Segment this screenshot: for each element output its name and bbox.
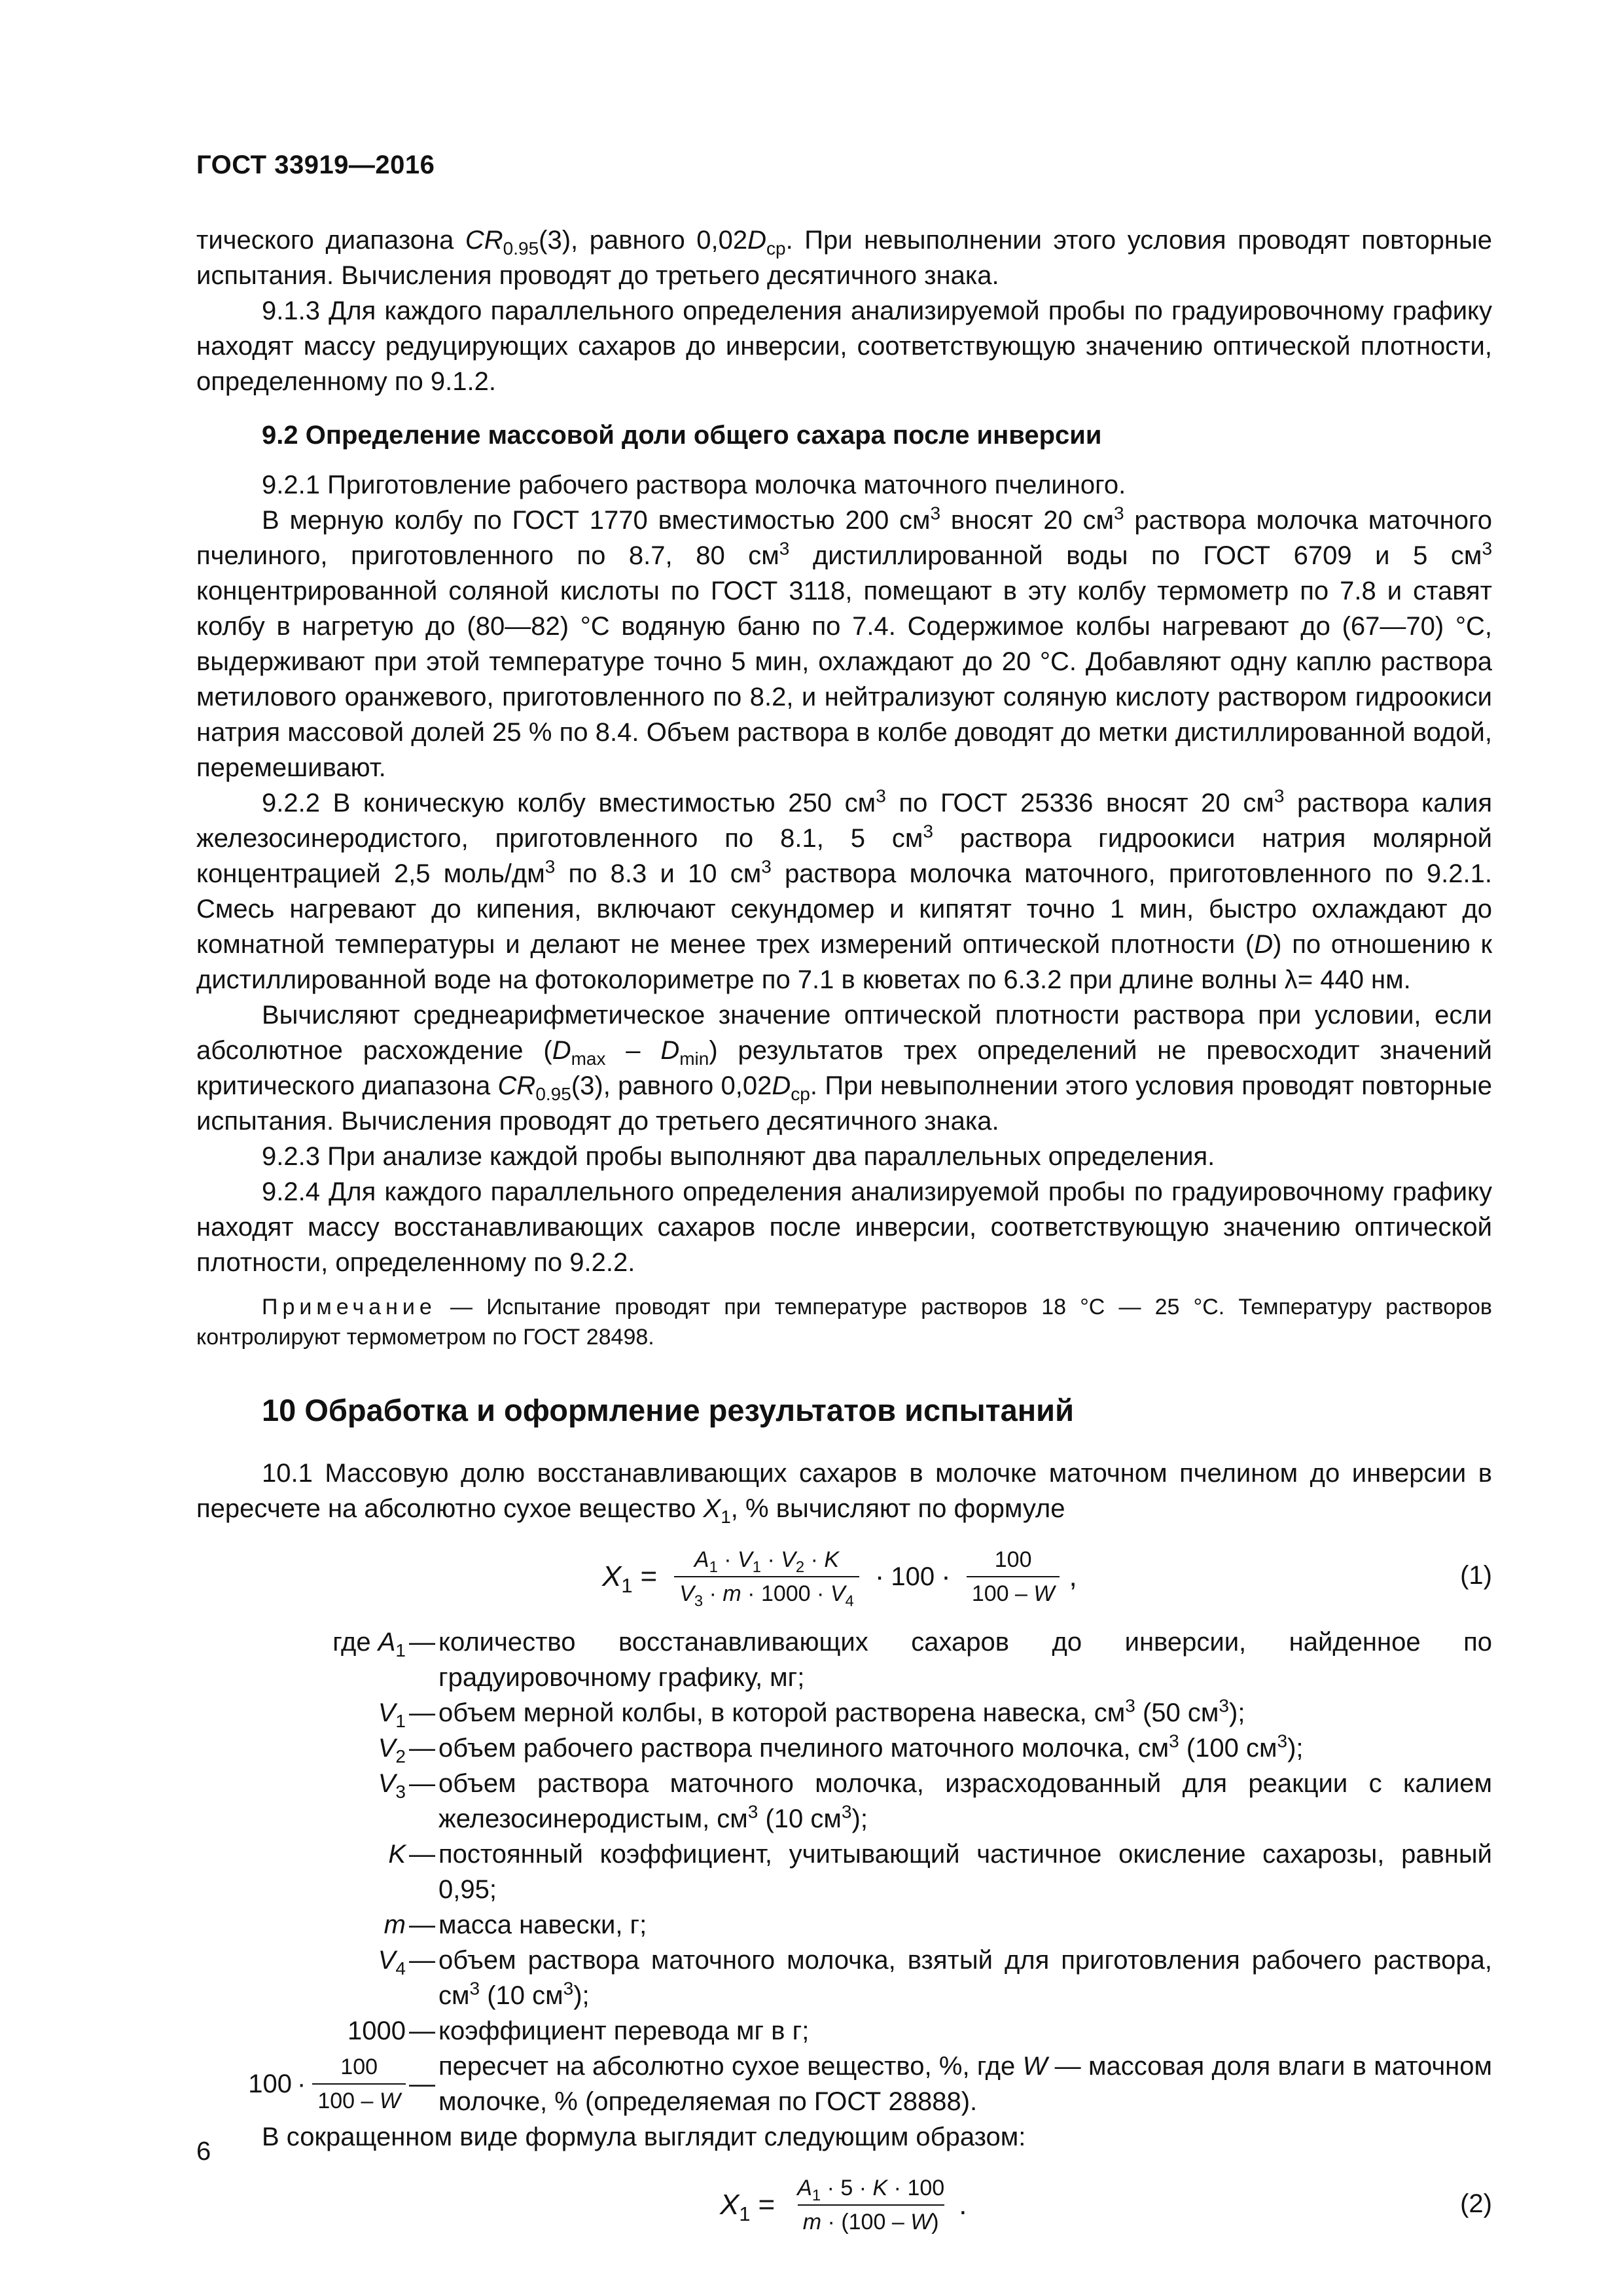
formula-1: $X_1$ = $\frac{A_1 \cdot V_1 \cdot V_2 \cdot K}{V_3 \cdot m \cdot 1000 \cdot V_4}$ · 100 · $\frac{100}{100 - W}$ , (1) [602, 1547, 1492, 1610]
section-heading-10: 10 Обработка и оформление результатов испытаний [262, 1393, 1074, 1427]
equation-number-2: (2) [1460, 2189, 1492, 2218]
section-heading-9-2: 9.2 Определение массовой доли общего сахара после инверсии [262, 421, 1102, 450]
definition-dry-factor: 100 · $\frac{100}{100 - W}$ — пересчет на абсолютно сухое вещество, %, где W — массовая доля влаги в маточном молочке, % (определяемая по ГОСТ 28888). [248, 2052, 1492, 2116]
standard-code-header: ГОСТ 33919—2016 [196, 151, 435, 179]
paragraph-9-2-3: 9.2.3 При анализе каждой пробы выполняют два параллельных определения. [262, 1142, 1215, 1171]
definition-m: m — масса навески, г; [383, 1910, 647, 1939]
paragraph-continuation: тического диапазона $CR_{0.95}(3)$, равного $0,02D_{ср}$. При невыполнении этого условия проводят повторные испытания. Вычисления проводят до третьего десятичного знака. [196, 226, 1493, 290]
paragraph-10-1: 10.1 Массовую долю восстанавливающих сахаров в молочке маточном пчелином до инверсии в пересчете на абсолютно сухое вещество $X_1$, % вычисляют по формуле [196, 1459, 1492, 1527]
paragraph-9-1-3: 9.1.3 Для каждого параллельного определения анализируемой пробы по градуировочному графику находят массу редуцирующих сахаров до инверсии, соответствующую значению оптической плотности, определенному по 9.1.2. [196, 296, 1492, 396]
page-number: 6 [196, 2137, 211, 2166]
note: Примечание — Испытание проводят при температуре растворов 18 °С — 25 °С. Температуру растворов контролируют термометром по ГОСТ 28498. [196, 1295, 1492, 1350]
definition-1000: 1000 — коэффициент перевода мг в г; [348, 2017, 810, 2045]
definition-V1: $V_1$ — объем мерной колбы, в которой растворена навеска, $см^3$ (50 $см^3$); [378, 1695, 1245, 1731]
definition-V2: $V_2$ — объем рабочего раствора пчелиного маточного молочка, $см^3$ (100 $см^3$); [378, 1731, 1304, 1767]
paragraph-9-2-2: 9.2.2 В коническую колбу вместимостью 250 $см^3$ по ГОСТ 25336 вносят 20 $см^3$ раствора калия железосинеродистого, приготовленного по 8.1, 5 $см^3$ раствора гидроокиси натрия молярной концентрацией 2,5 моль/$дм^3$ по 8.3 и 10 $см^3$ раствора молочка маточного, приготовленного по 9.2.1. Смесь нагревают до кипения, включают секундомер и кипятят точно 1 мин, быстро охлаждают до комнатной температуры и делают не менее трех измерений оптической плотности (D) по отношению к дистиллированной воде на фотоколориметре по 7.1 в кюветах по 6.3.2 при длине волны λ= 440 нм. [196, 785, 1493, 994]
document-body [196, 223, 1492, 2253]
paragraph-short-form: В сокращенном виде формула выглядит следующим образом: [262, 2123, 1026, 2151]
note-label: Примечание [262, 1295, 437, 1319]
fraction-short: $\frac{A_1 \cdot 5 \cdot K \cdot 100}{m \cdot (100 - W)}$ [797, 2176, 945, 2234]
paragraph-9-2-4: 9.2.4 Для каждого параллельного определения анализируемой пробы по градуировочному графику находят массу восстанавливающих сахаров после инверсии, соответствующую значению оптической плотности, определенному по 9.2.2. [196, 1177, 1492, 1277]
formula-2: $X_1$ = $\frac{A_1 \cdot 5 \cdot K \cdot 100}{m \cdot (100 - W)}$ . (2) [720, 2176, 1492, 2234]
definition-V3: $V_3$ — объем раствора маточного молочка, израсходованный для реакции с калием железосинеродистым, $см^3$ (10 $см^3$); [378, 1769, 1492, 1833]
definition-A1: где $A_1$ — количество восстанавливающих сахаров до инверсии, найденное по градуировочному графику, мг; [332, 1628, 1492, 1692]
symbol-definitions [196, 1624, 1492, 2119]
definition-K: K — постоянный коэффициент, учитывающий частичное окисление сахарозы, равный 0,95; [388, 1840, 1492, 1904]
fraction-dry-matter: $\frac{100}{100 - W}$ [967, 1546, 1060, 1607]
paragraph-9-2-1: 9.2.1 Приготовление рабочего раствора молочка маточного пчелиного. [262, 471, 1126, 499]
paragraph-9-2-1-body: В мерную колбу по ГОСТ 1770 вместимостью 200 $см^3$ вносят 20 $см^3$ раствора молочка маточного пчелиного, приготовленного по 8.7, 80 $см^3$ дистиллированной воды по ГОСТ 6709 и 5 $см^3$ концентрированной соляной кислоты по ГОСТ 3118, помещают в эту колбу термометр по 7.8 и ставят колбу в нагретую до (80—82) °С водяную баню по 7.4. Содержимое колбы нагревают до (67—70) °С, выдерживают при этой температуре точно 5 мин, охлаждают до 20 °С. Добавляют одну каплю раствора метилового оранжевого, приготовленного по 8.2, и нейтрализуют соляную кислоту раствором гидроокиси натрия массовой долей 25 % по 8.4. Объем раствора в колбе доводят до метки дистиллированной водой, перемешивают. [196, 503, 1493, 782]
equation-number-1: (1) [1460, 1561, 1492, 1590]
paragraph-mean-calculation: Вычисляют среднеарифметическое значение оптической плотности раствора при условии, если абсолютное расхождение $(D_{max} - D_{min})$ результатов трех определений не превосходит значений критического диапазона $CR_{0.95}(3)$, равного $0,02D_{ср}$. При невыполнении этого условия проводят повторные испытания. Вычисления проводят до третьего десятичного знака. [196, 1001, 1493, 1136]
definition-V4: $V_4$ — объем раствора маточного молочка, взятый для приготовления рабочего раствора, $см^3$ (10 $см^3$); [378, 1946, 1492, 2010]
fraction-main: $\frac{A_1 \cdot V_1 \cdot V_2 \cdot K}{V_3 \cdot m \cdot 1000 \cdot V_4}$ [674, 1546, 859, 1607]
